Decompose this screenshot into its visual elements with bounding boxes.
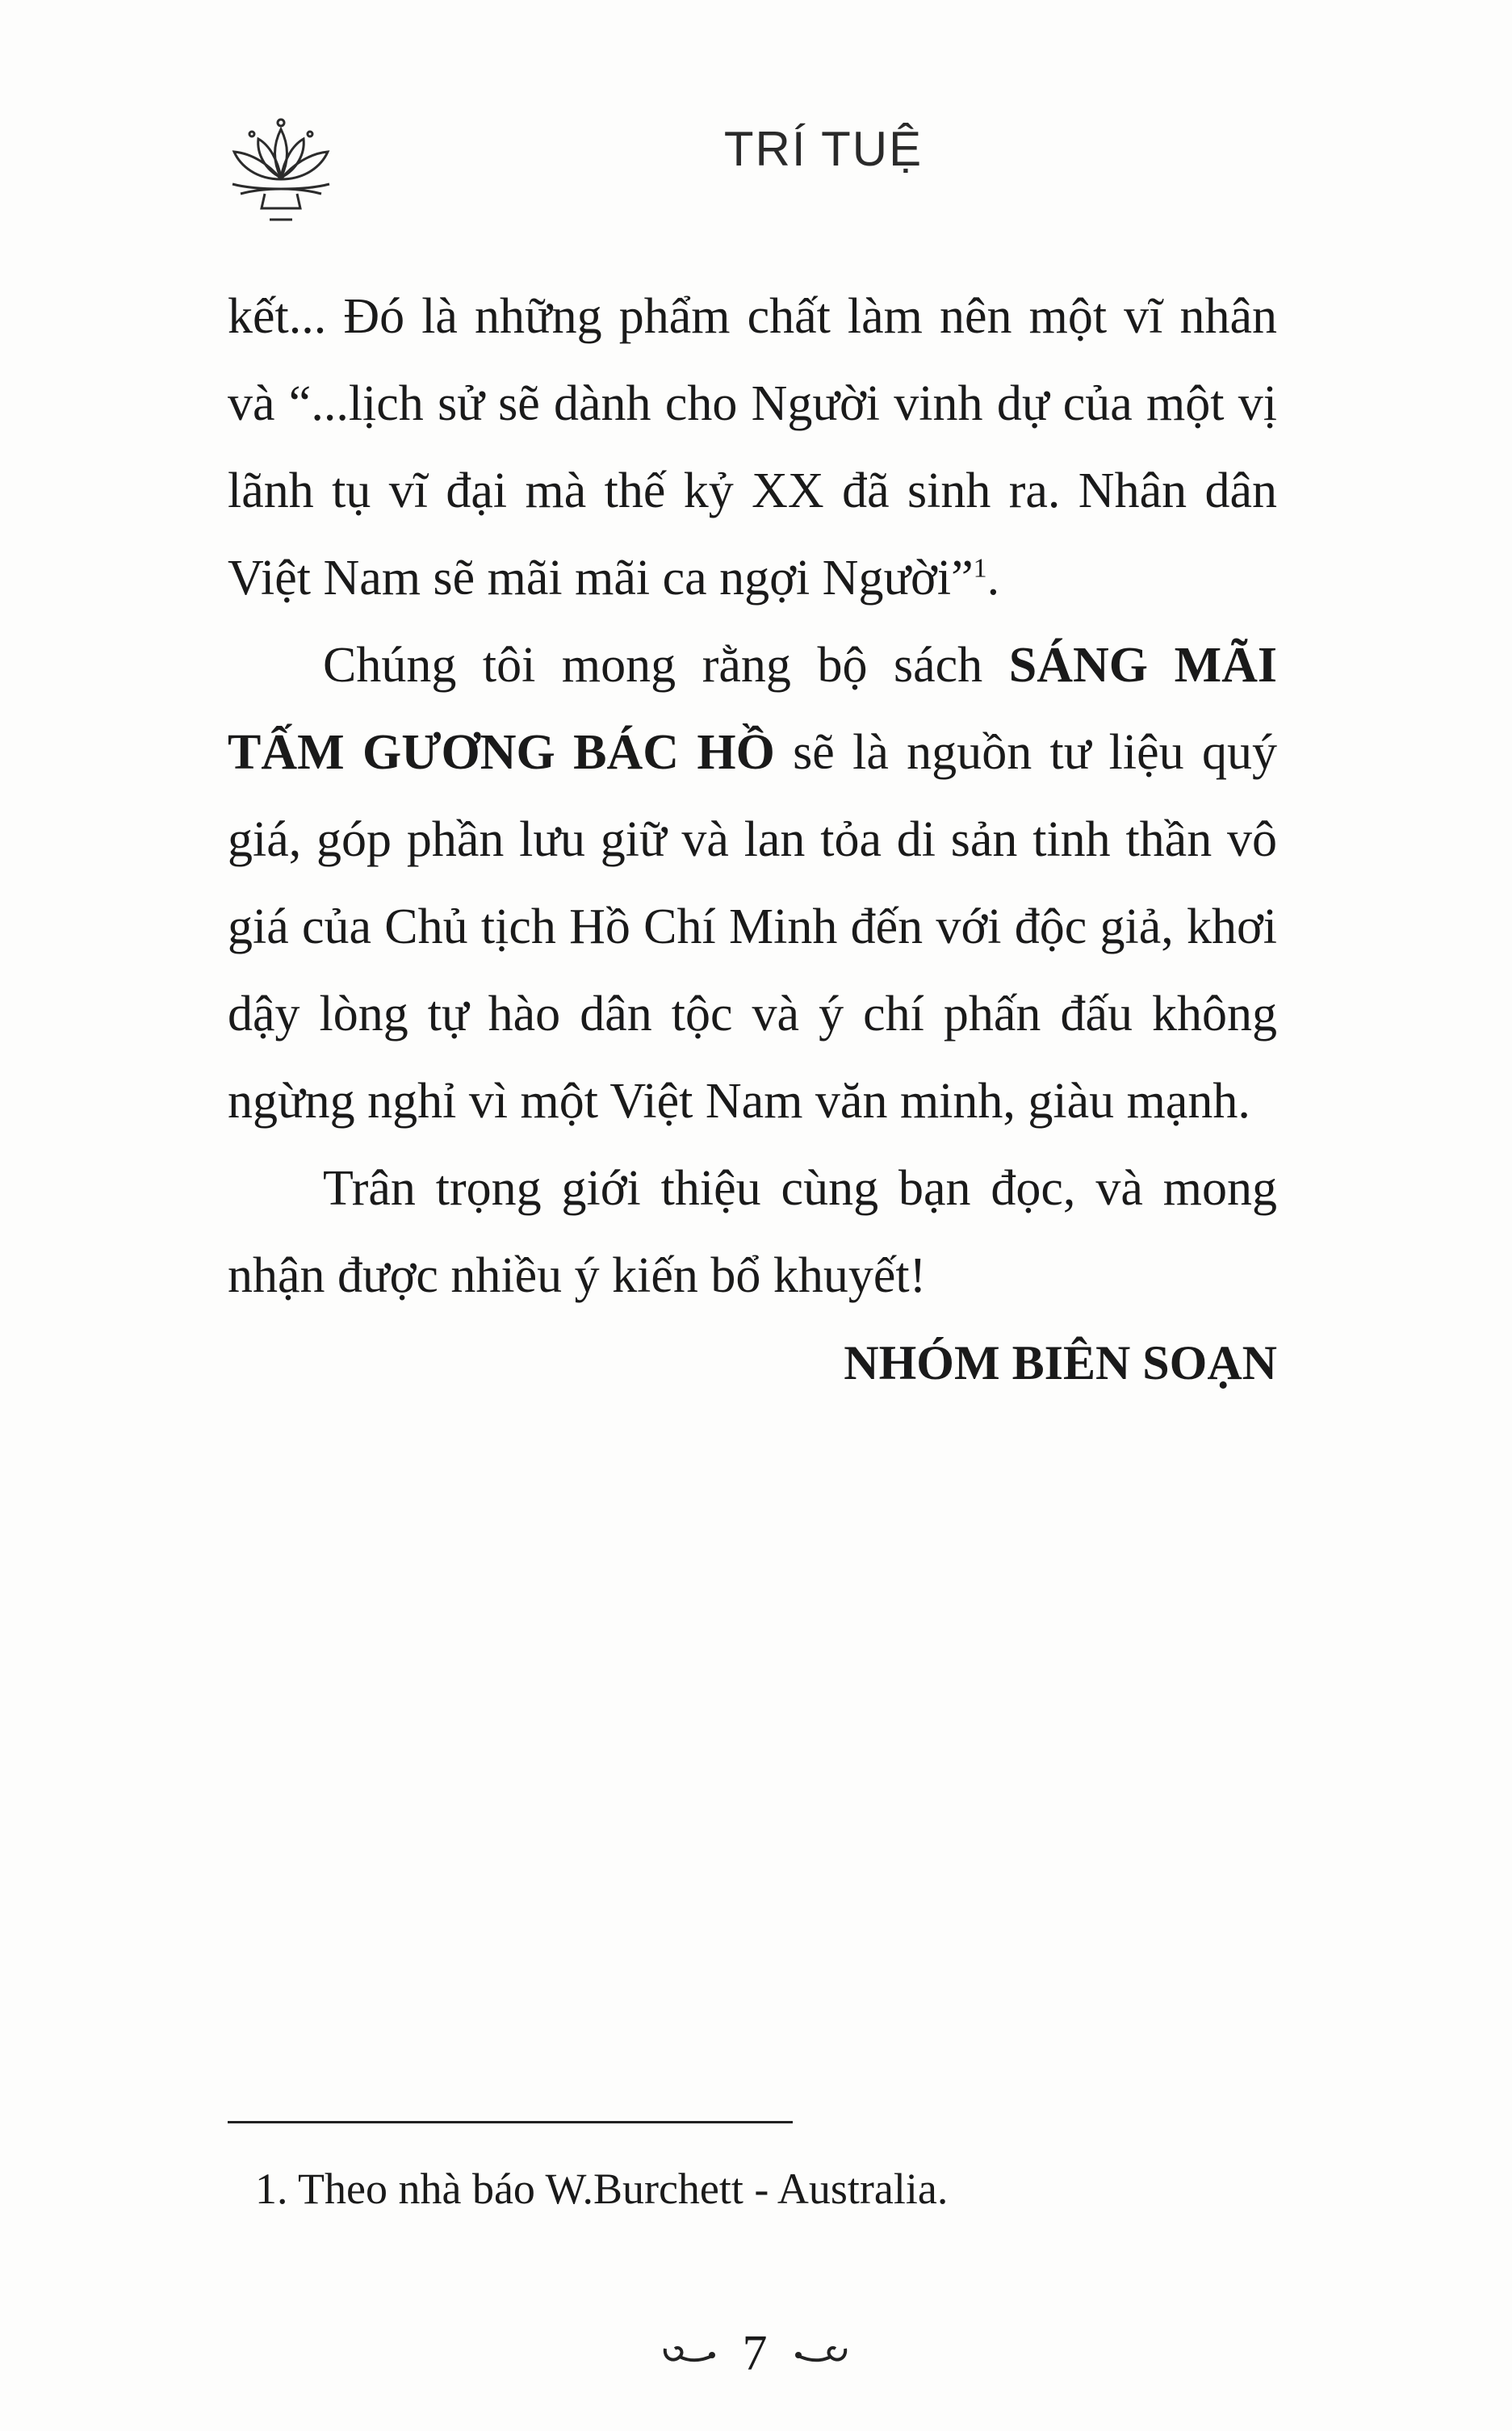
paragraph-1 [228, 273, 1277, 622]
paragraph-1-text: kết... Đó là những phẩm chất làm nên một vĩ nhân và “...lịch sử sẽ dành cho Người vinh dự của một vị lãnh tụ vĩ đại mà thế kỷ XX đã sinh ra. Nhân dân Việt Nam sẽ mãi mãi ca ngợi Người” [228, 289, 1277, 606]
footnote-divider [228, 2121, 793, 2123]
paragraph-2-rest: sẽ là nguồn tư liệu quý giá, góp phần lưu giữ và lan tỏa di sản tinh thần vô giá của Chủ tịch Hồ Chí Minh đến với độc giả, khơi dậy lòng tự hào dân tộc và ý chí phấn đấu không ngừng nghỉ vì một Việt Nam văn minh, giàu mạnh. [228, 725, 1277, 1129]
paragraph-3: Trân trọng giới thiệu cùng bạn đọc, và mong nhận được nhiều ý kiến bổ khuyết! [228, 1161, 1277, 1303]
scroll-ornament-left-icon [660, 2337, 718, 2370]
page-number: 7 [742, 2325, 768, 2381]
body-text [228, 273, 1277, 1406]
footnote-ref: 1 [973, 553, 987, 584]
paragraph-2-start: Chúng tôi mong rằng bộ sách [323, 638, 1009, 693]
scroll-ornament-right-icon [792, 2337, 850, 2370]
paragraph-1-end: . [986, 551, 1000, 606]
footnote: 1. Theo nhà báo W.Burchett - Australia. [255, 2165, 949, 2213]
paragraph-2 [228, 622, 1277, 1145]
signature: NHÓM BIÊN SOẠN [844, 1336, 1277, 1389]
page-footer [597, 2325, 912, 2382]
lotus-icon [216, 113, 346, 226]
book-title: SÁNG MÃI TẤM GƯƠNG BÁC HỒ [228, 638, 1277, 780]
running-title: TRÍ TUỆ [723, 122, 924, 176]
